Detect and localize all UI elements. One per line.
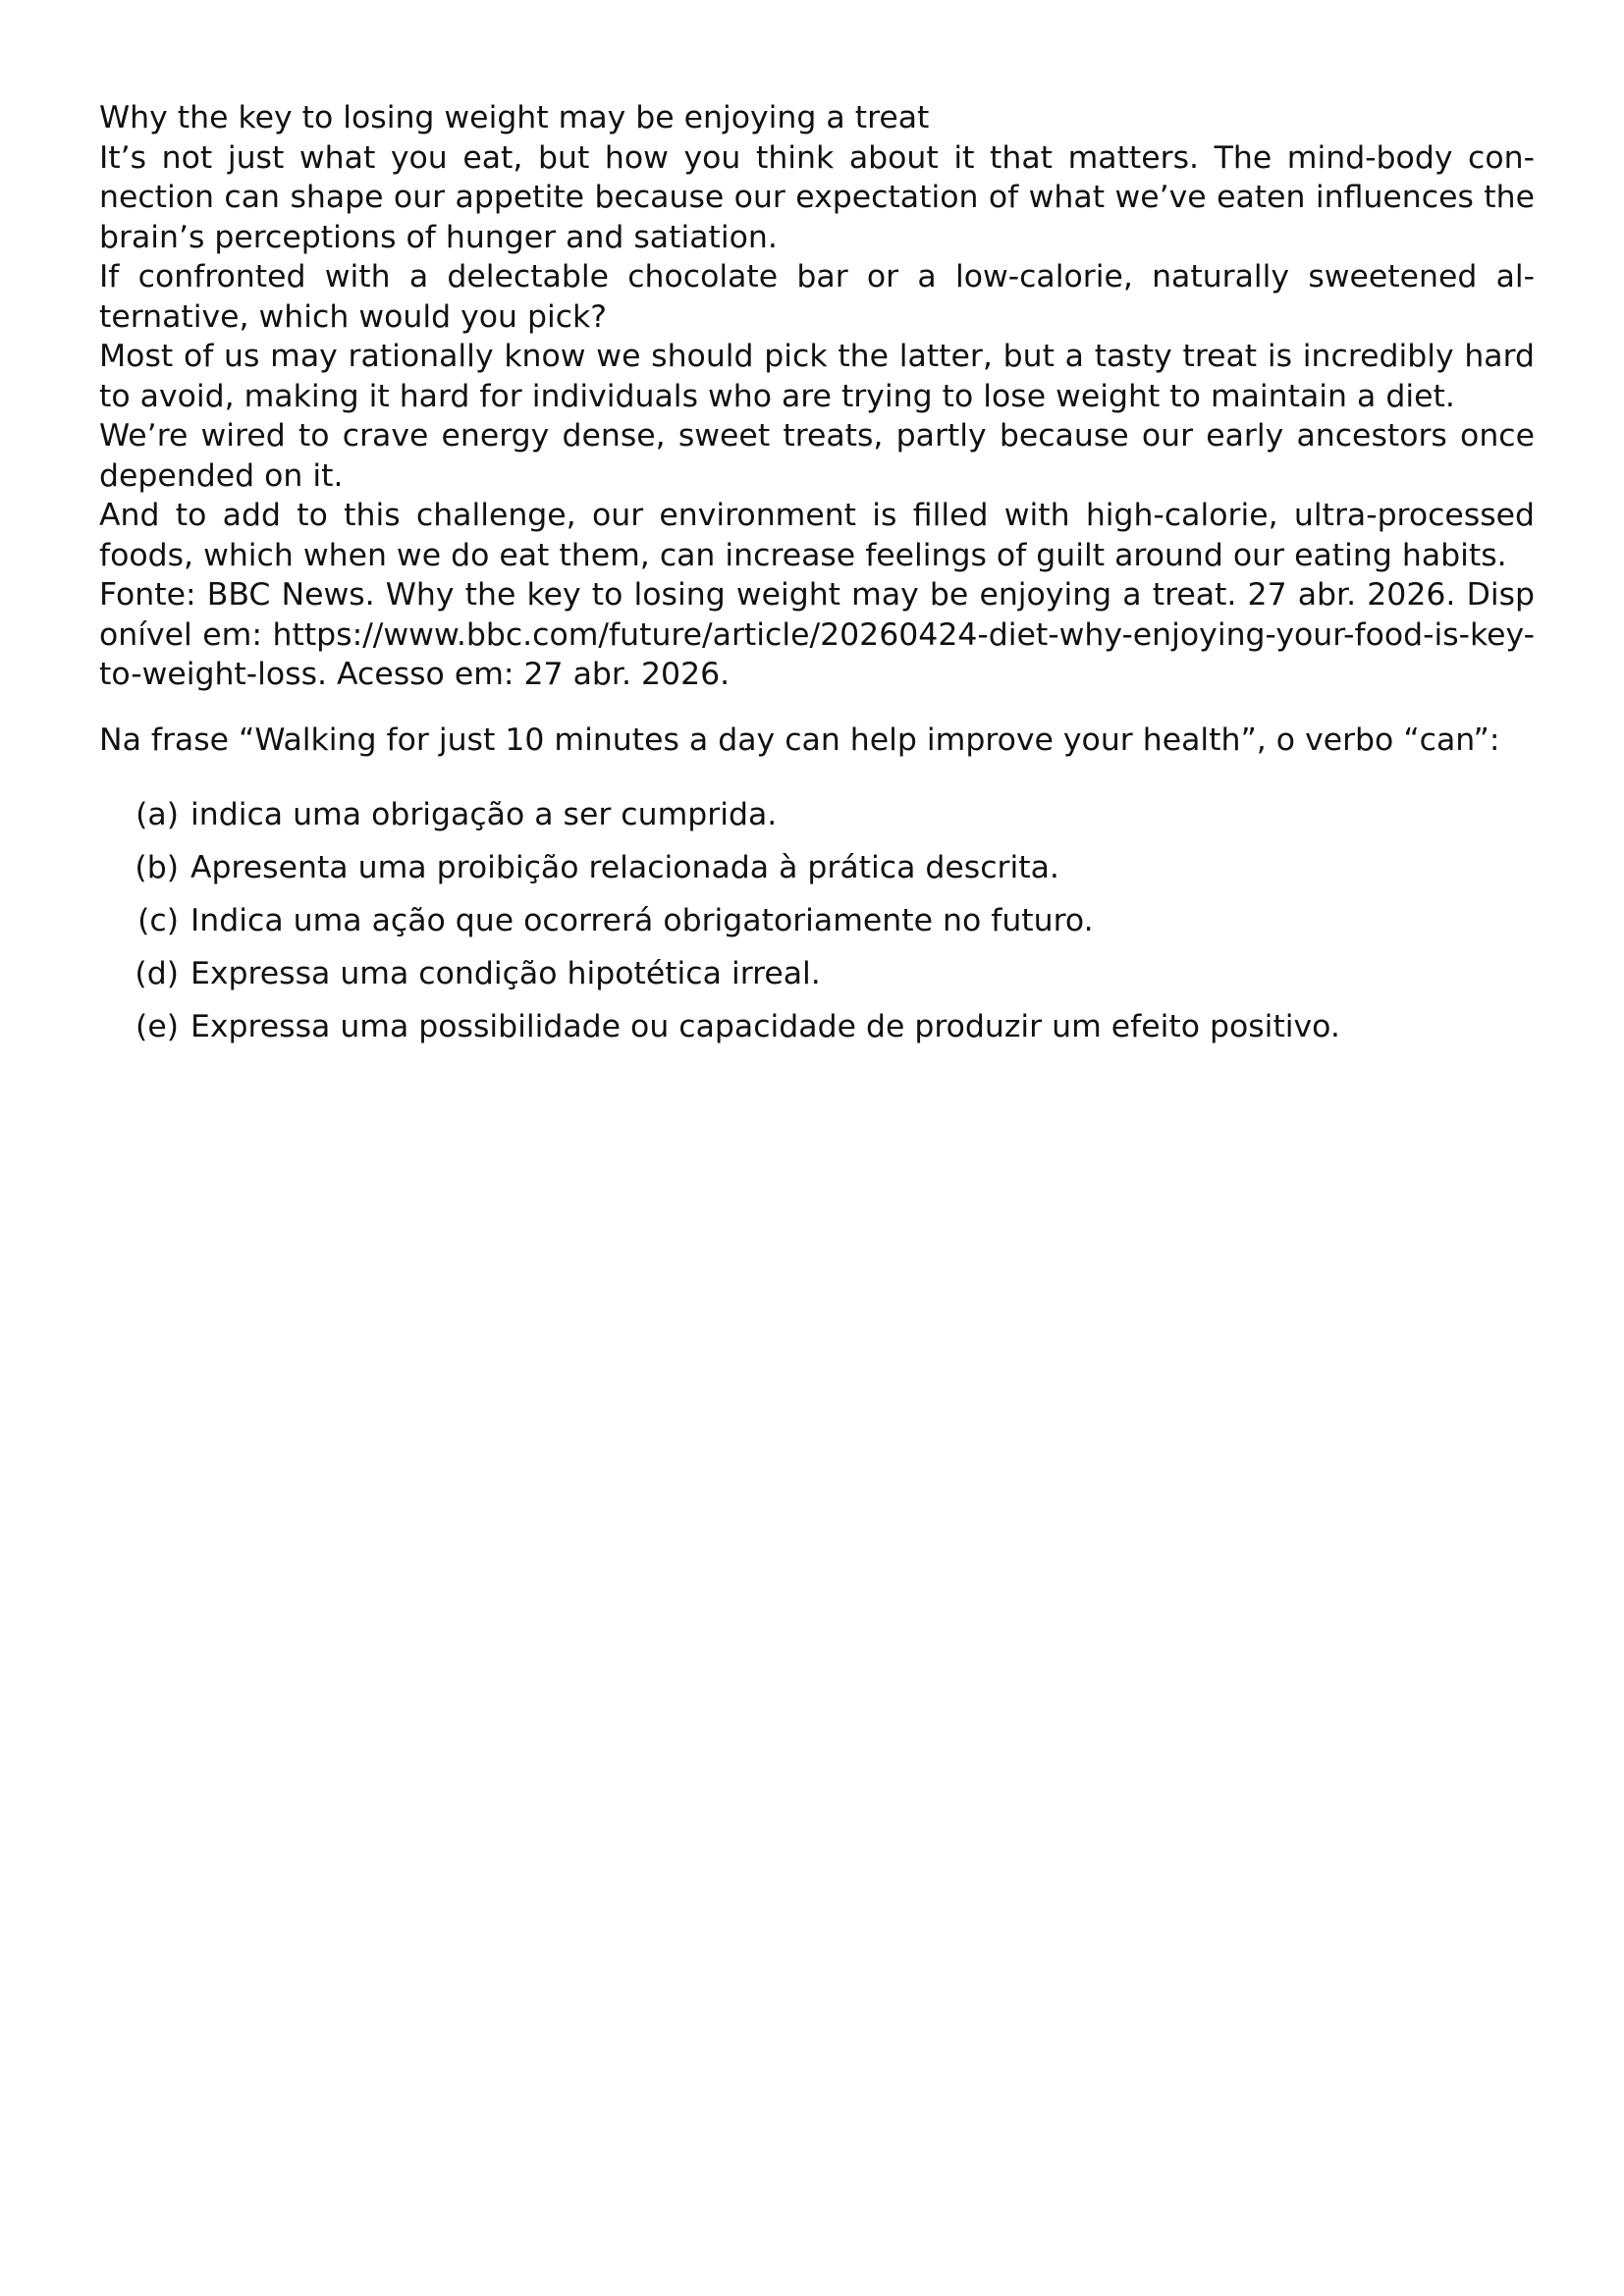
article-paragraph: Most of us may rationally know we should pick the latter, but a tasty treat is incredibly hard to avoid, making it hard for individuals who are trying to lose weight to maintain a diet. — [99, 339, 1535, 414]
answer-option-d[interactable] — [99, 954, 1535, 1007]
option-text: Expressa uma condição hipotética irreal. — [190, 956, 821, 991]
option-letter: (a) — [135, 797, 179, 832]
option-text: Indica uma ação que ocorrerá obrigatoriamente no futuro. — [190, 903, 1094, 938]
option-text: Apresenta uma proibição relacionada à prática descrita. — [190, 850, 1059, 885]
answer-option-e[interactable] — [99, 1007, 1535, 1060]
option-text: Expressa uma possibilidade ou capacidade de produzir um efeito positivo. — [190, 1009, 1340, 1044]
option-text: indica uma obrigação a ser cumprida. — [190, 797, 778, 832]
answer-options — [99, 795, 1535, 1060]
option-letter: (c) — [137, 903, 179, 938]
document-page — [99, 98, 1535, 1060]
article-text — [99, 98, 1535, 695]
answer-option-c[interactable] — [99, 901, 1535, 954]
question-prompt: Na frase “Walking for just 10 minutes a day can help improve your health”, o verbo “can”: — [99, 721, 1500, 758]
article-paragraph: We’re wired to crave energy dense, sweet treats, partly because our early ancestors once depended on it. — [99, 418, 1535, 494]
option-letter: (e) — [135, 1009, 179, 1044]
answer-option-a[interactable] — [99, 795, 1535, 848]
answer-option-b[interactable] — [99, 848, 1535, 901]
article-paragraph: It’s not just what you eat, but how you think about it that matters. The mind-body connection can shape our appetite because our expectation of what we’ve eaten influences the brain’s perceptions of hunger and satiation. — [99, 139, 1535, 255]
option-letter: (d) — [135, 956, 179, 991]
article-paragraph: If confronted with a delectable chocolate bar or a low-calorie, naturally sweetened alternative, which would you pick? — [99, 259, 1535, 335]
option-letter: (b) — [135, 850, 179, 885]
article-paragraph: And to add to this challenge, our environment is filled with high-calorie, ultra-processed foods, which when we do eat them, can increase feelings of guilt around our eating habits. — [99, 498, 1535, 573]
article-title: Why the key to losing weight may be enjoying a treat — [99, 100, 930, 135]
source-citation: Fonte: BBC News. Why the key to losing weight may be enjoying a treat. 27 abr. 2026. Disponível em: https://www.bbc.com/future/article/20260424-diet-why-enjoying-your-food-is-key-to-weight-loss. Acesso em: 27 abr. 2026. — [99, 577, 1535, 692]
